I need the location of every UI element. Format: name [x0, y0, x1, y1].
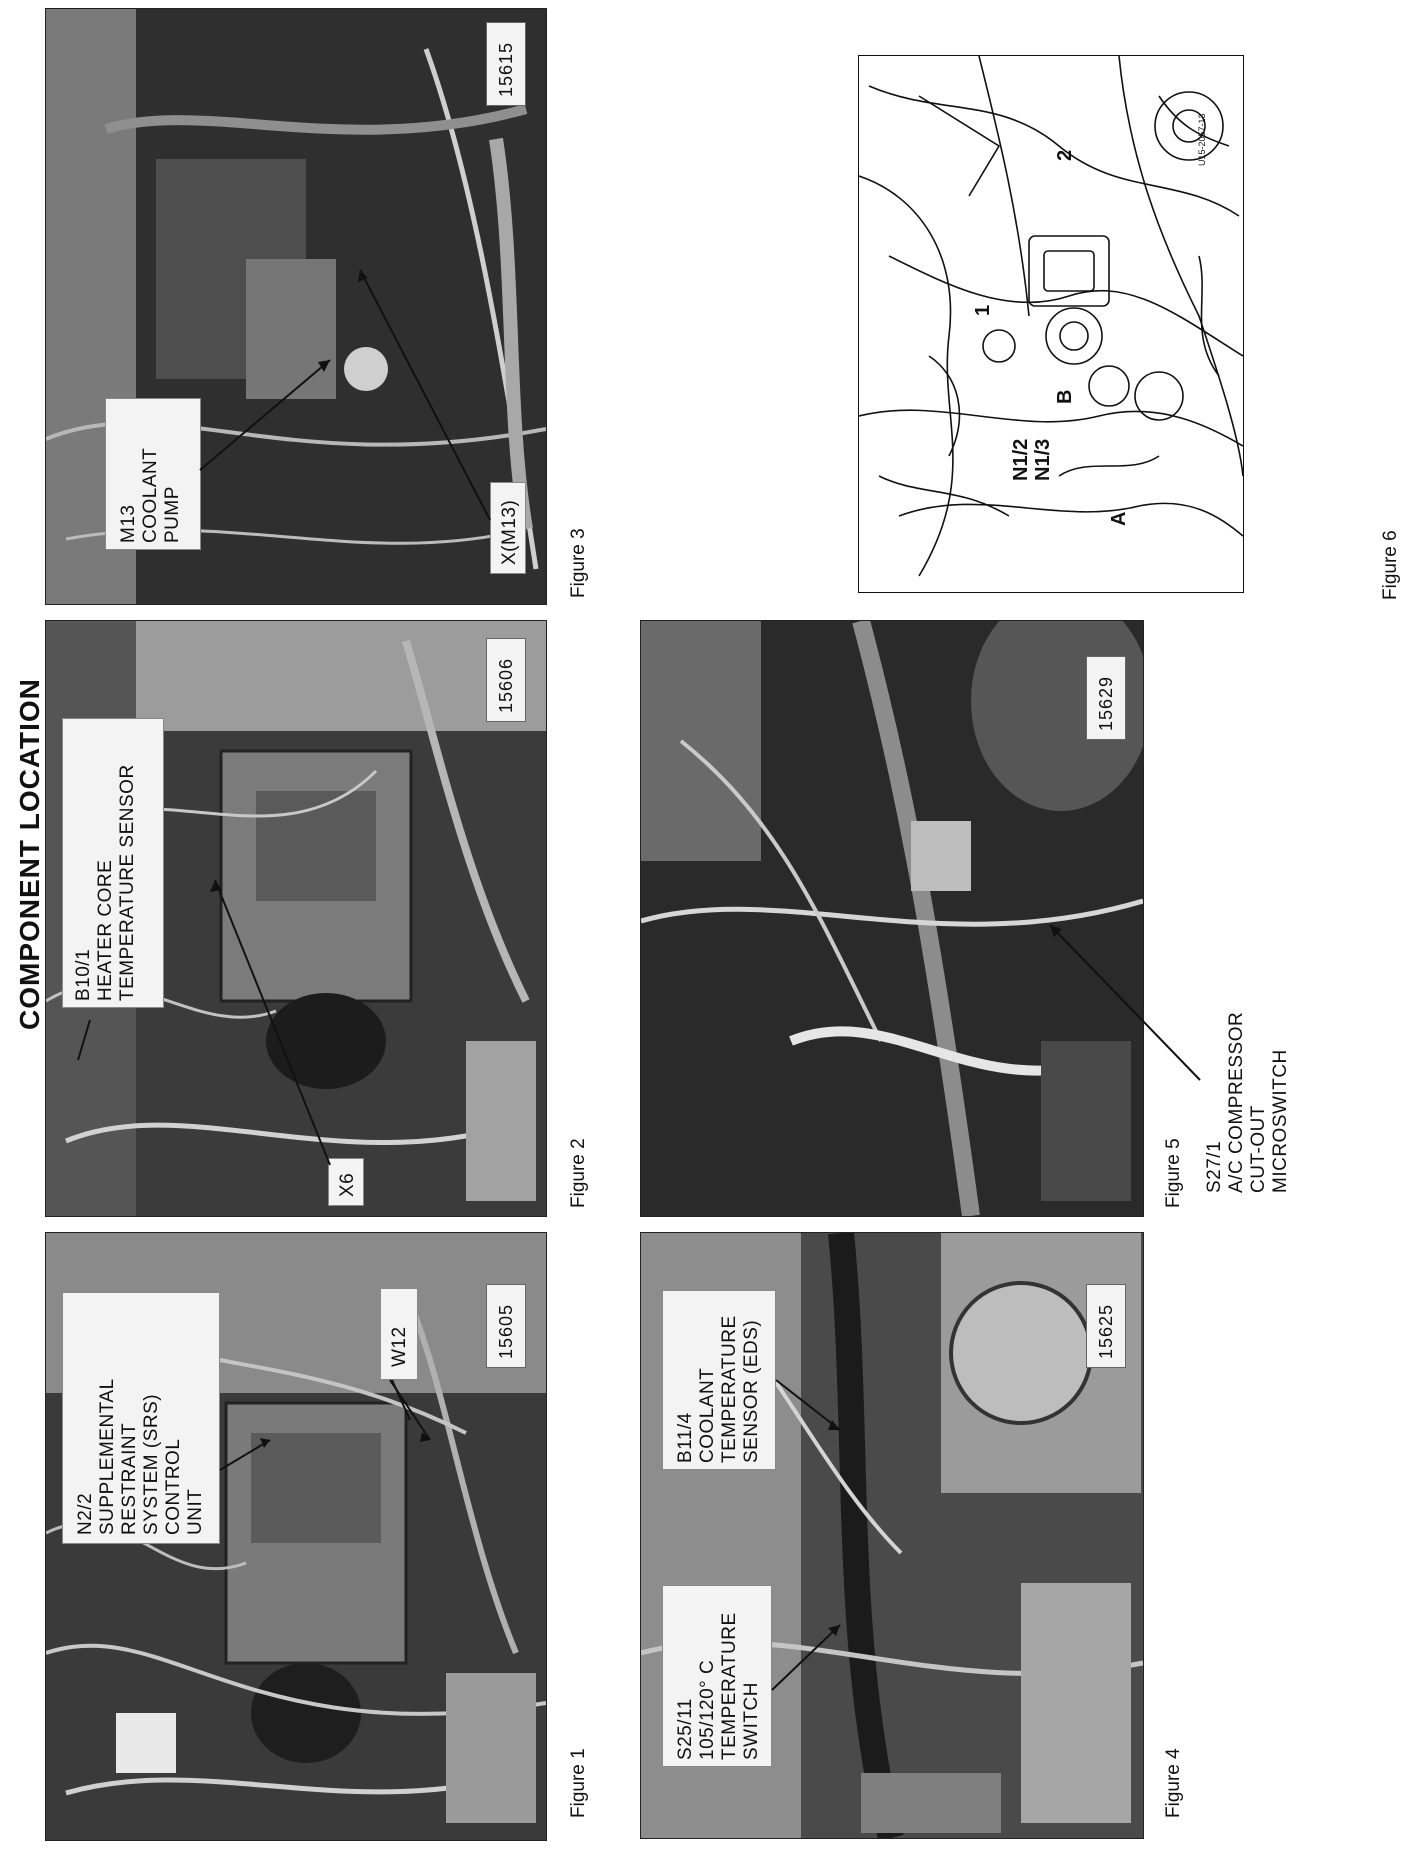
figure-4-callout-s25-11: S25/11 105/120° C TEMPERATURE SWITCH: [662, 1585, 772, 1767]
drawing-label-a: A: [1108, 511, 1130, 526]
figure-2-caption: Figure 2: [568, 1138, 589, 1208]
figure-1-callout-w12: W12: [380, 1288, 418, 1380]
drawing-label-n1-3: N1/3: [1032, 438, 1054, 481]
figure-6-caption: Figure 6: [1380, 530, 1401, 600]
drawing-label-1: 1: [972, 304, 994, 316]
figure-3-callout-m13: M13 COOLANT PUMP: [105, 398, 201, 550]
figure-1-photo-number: 15605: [486, 1284, 526, 1368]
drawing-code: U15-2057-13: [1197, 113, 1207, 166]
figure-4-callout-b11-4: B11/4 COOLANT TEMPERATURE SENSOR (EDS): [662, 1290, 776, 1470]
drawing-label-2: 2: [1054, 149, 1076, 161]
figure-2-callout-b10-1: B10/1 HEATER CORE TEMPERATURE SENSOR: [62, 718, 164, 1008]
figure-5-photo-number: 15629: [1086, 656, 1126, 740]
figure-3-photo-number: 15615: [486, 22, 526, 106]
page-heading: COMPONENT LOCATION: [14, 678, 45, 1030]
figure-2-callout-x6: X6: [328, 1158, 364, 1206]
figure-2-photo-number: 15606: [486, 638, 526, 722]
figure-1-caption: Figure 1: [568, 1748, 589, 1818]
drawing-label-n1-2: N1/2: [1010, 438, 1032, 481]
drawing-label-b: B: [1054, 389, 1076, 404]
figure-4-photo-number: 15625: [1086, 1284, 1126, 1368]
figure-1-callout-n2-2: N2/2 SUPPLEMENTAL RESTRAINT SYSTEM (SRS) CONTROL UNIT: [62, 1292, 220, 1544]
figure-3-callout-x-m13: X(M13): [490, 482, 526, 574]
figure-6-drawing: [858, 55, 1244, 593]
figure-4-caption: Figure 4: [1163, 1748, 1184, 1818]
figure-5-caption: Figure 5: [1163, 1138, 1184, 1208]
figure-3-caption: Figure 3: [568, 528, 589, 598]
figure-5-callout-s27-1: S27/1 A/C COMPRESSOR CUT-OUT MICROSWITCH: [1195, 968, 1321, 1200]
